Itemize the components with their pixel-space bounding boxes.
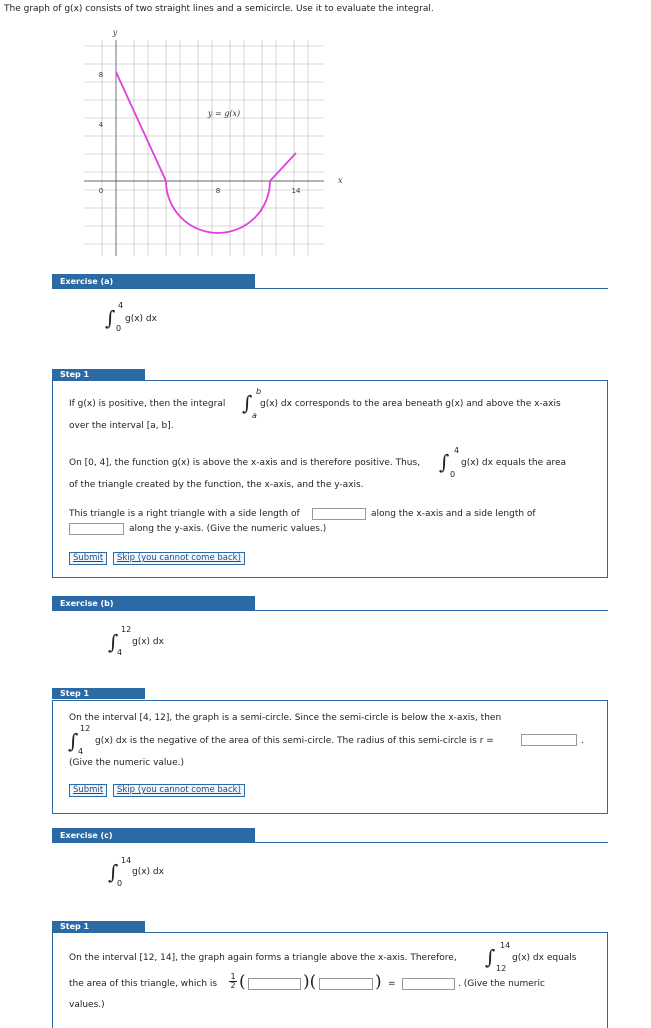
g-of-x-curve <box>116 72 296 233</box>
axes <box>84 40 324 256</box>
exercise-c-step-title: Step 1 <box>52 921 145 932</box>
grid <box>84 40 324 256</box>
graph-g-of-x <box>84 26 354 262</box>
exercise-a-header <box>52 274 608 289</box>
exercise-a-step-box: If g(x) is positive, then the integral ∫ b a g(x) dx corresponds to the area beneath g(x) and above the x-axis over the interval [a, b]. On [0, 4], the function g(x) is above the x-axis and is therefore positive. Thus, ∫ 4 0 g(x) dx equals the area of the triangle created by the function, the x-axis, and the y-axis. This triangle is a right triangle with a side length of along the x-axis and a side length of along the y-axis. (Give the numeric values.) Submit Skip (you cannot come back) <box>52 380 608 578</box>
ex-a-submit-button[interactable]: Submit <box>69 552 107 565</box>
y-tick-4: 4 <box>98 121 104 129</box>
exercise-c-step-box: On the interval [12, 14], the graph again forms a triangle above the x-axis. Therefore, ∫ 14 12 g(x) dx equals the area of this triangle, which is $\frac{1}{2}$ ( )( ) = . (Give the numeric values.) <box>52 932 608 1028</box>
curve-label: y = g(x) <box>207 109 241 118</box>
y-tick-8: 8 <box>98 71 104 79</box>
x-tick-14: 14 <box>291 187 301 195</box>
exercise-a-step-title: Step 1 <box>52 369 145 380</box>
exercise-b-title: Exercise (b) <box>52 596 255 611</box>
x-tick-8: 8 <box>215 187 221 195</box>
ex-b-radius-input[interactable] <box>521 734 577 746</box>
ex-c-height-input[interactable] <box>319 978 373 990</box>
one-half-fraction: $\frac{1}{2}$ <box>230 972 236 990</box>
y-axis-label: y <box>112 28 118 37</box>
problem-statement: The graph of g(x) consists of two straight lines and a semicircle. Use it to evaluate the integral. <box>4 4 434 14</box>
exercise-b-step-box: On the interval [4, 12], the graph is a semi-circle. Since the semi-circle is below the x-axis, then ∫ 12 4 g(x) dx is the negative of the area of this semi-circle. The radius of this semi-circle is r = . (Give the numeric value.) Submit Skip (you cannot come back) <box>52 700 608 814</box>
ex-a-skip-button[interactable]: Skip (you cannot come back) <box>113 552 245 565</box>
y-tick-0: 0 <box>98 187 104 195</box>
ex-b-submit-button[interactable]: Submit <box>69 784 107 797</box>
ex-a-x-side-input[interactable] <box>312 508 366 520</box>
ex-b-skip-button[interactable]: Skip (you cannot come back) <box>113 784 245 797</box>
ex-a-y-side-input[interactable] <box>69 523 124 535</box>
exercise-b-step-title: Step 1 <box>52 688 145 699</box>
exercise-b-header <box>52 596 608 611</box>
x-axis-label: x <box>338 176 343 185</box>
exercise-c-title: Exercise (c) <box>52 828 255 843</box>
exercise-a-title: Exercise (a) <box>52 274 255 289</box>
exercise-c-header <box>52 828 608 843</box>
ex-c-base-input[interactable] <box>248 978 301 990</box>
ex-c-area-input[interactable] <box>402 978 455 990</box>
